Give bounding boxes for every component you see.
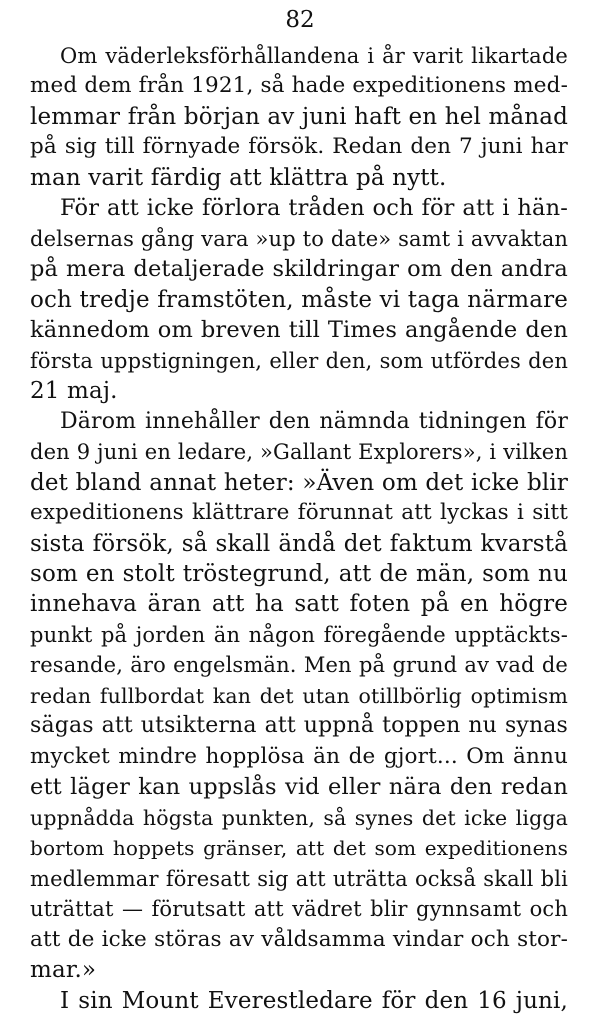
text-line: delsernas gång vara »up to date» samt i avvaktan <box>30 226 569 251</box>
text-line: sägas att utsikterna att uppnå toppen nu synas <box>30 713 568 739</box>
text-line: Om väderleksförhållandena i år varit likartade <box>60 44 568 68</box>
text-line: I sin Mount Everestledare för den 16 juni, <box>60 987 568 1014</box>
body-text <box>30 41 568 1016</box>
text-line: För att icke förlora tråden och för att i hän- <box>60 195 568 222</box>
text-line: mar.» <box>30 957 97 984</box>
text-line: med dem från 1921, så hade expeditionens med- <box>30 73 568 99</box>
text-line: Därom innehåller den nämnda tidningen för <box>60 408 568 434</box>
text-line: bortom hoppets gränser, att det som expeditionens <box>30 836 568 861</box>
text-line: uträttat — förutsatt att vädret blir gynnsamt och <box>30 897 568 922</box>
text-line: redan fullbordat kan det utan otillbörlig optimism <box>30 683 568 708</box>
paragraph-4 <box>30 986 568 1016</box>
text-line: resande, äro engelsmän. Men på grund av vad de <box>30 653 568 678</box>
text-line: ett läger kan uppslås vid eller nära den redan <box>30 774 568 801</box>
text-line: första uppstigningen, eller den, som utfördes den <box>30 348 568 373</box>
text-line: på mera detaljerade skildringar om den andra <box>30 256 568 283</box>
text-line: innehava äran att ha satt foten på en högre <box>30 591 568 618</box>
text-line: och tredje framstöten, måste vi taga närmare <box>30 286 568 313</box>
text-line: på sig till förnyade försök. Redan den 7 juni har <box>30 134 568 160</box>
page-number: 82 <box>285 7 315 33</box>
text-line: lemmar från början av juni haft en hel månad <box>30 103 568 130</box>
text-line: punkt på jorden än någon föregående upptäckts- <box>30 622 568 647</box>
text-line: medlemmar föresatt sig att uträtta också skall bli <box>30 866 568 891</box>
text-line: kännedom om breven till Times angående den <box>30 317 568 344</box>
paragraph-1 <box>30 41 568 193</box>
text-line: att de icke störas av våldsamma vindar och stor- <box>30 926 568 952</box>
text-line: som en stolt tröstegrund, att de män, som nu <box>30 560 568 587</box>
paragraph-2 <box>30 193 568 406</box>
paragraph-3 <box>30 407 568 986</box>
text-line: mycket mindre hopplösa än de gjort... Om ännu <box>30 743 568 769</box>
text-line: uppnådda högsta punkten, så synes det icke ligga <box>30 805 568 830</box>
text-line: expeditionens klättrare förunnat att lyckas i sitt <box>30 500 568 526</box>
text-line: det bland annat heter: »Även om det icke blir <box>30 469 568 496</box>
text-line: sista försök, så skall ändå det faktum kvarstå <box>30 530 568 557</box>
text-line: 21 maj. <box>30 378 118 405</box>
text-line: man varit färdig att klättra på nytt. <box>30 164 447 191</box>
text-line: den 9 juni en ledare, »Gallant Explorers», i vilken <box>30 440 568 465</box>
